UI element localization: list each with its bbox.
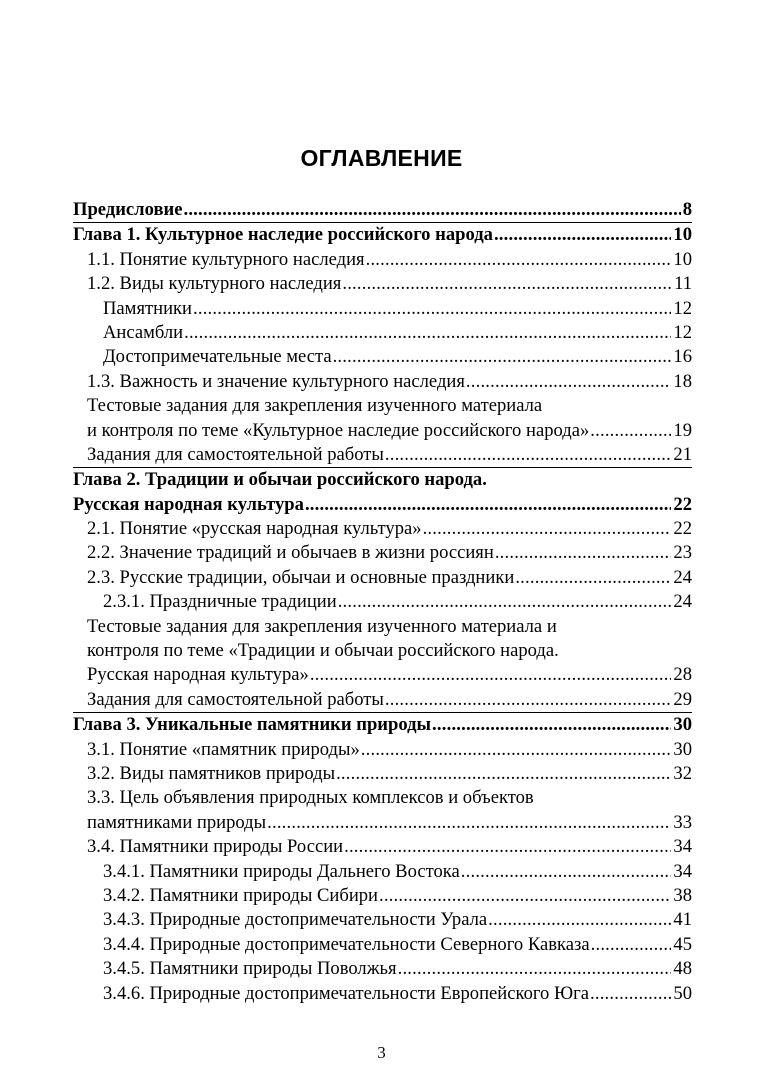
toc-entry-text: Памятники [103, 297, 193, 319]
toc-entry-page: 22 [673, 493, 692, 515]
toc-entry [73, 639, 692, 663]
toc-entry-page: 21 [673, 443, 692, 465]
leader-dots [305, 493, 671, 517]
toc-entry-page: 30 [673, 738, 692, 760]
toc-entry [73, 811, 692, 835]
toc-entry-page: 16 [673, 346, 692, 368]
toc-entry-page: 41 [673, 909, 692, 931]
toc-entry-text: Русская народная культура» [87, 664, 309, 686]
toc-entry [73, 272, 692, 296]
toc-entry-text: Задания для самостоятельной работы [87, 443, 384, 465]
toc-entry [73, 297, 692, 321]
leader-dots [267, 811, 671, 835]
leader-dots [488, 908, 671, 932]
leader-dots [366, 248, 672, 272]
toc-entry-text: контроля по теме «Традиции и обычаи российского народа. [87, 640, 559, 662]
toc-entry [73, 957, 692, 981]
toc-entry-page: 22 [673, 518, 692, 540]
toc-entry-text: 2.1. Понятие «русская народная культура» [87, 518, 422, 540]
toc-entry-page: 23 [673, 542, 692, 564]
toc-entry-text: и контроля по теме «Культурное наследие российского народа» [87, 419, 590, 441]
toc-entry [73, 933, 692, 957]
toc-entry-text: Достопримечательные места [103, 346, 332, 368]
toc-entry-chapter-2 [73, 468, 692, 492]
toc-entry-preface [73, 198, 692, 222]
toc-entry-text: 1.2. Виды культурного наследия [87, 273, 342, 295]
toc-entry-text: Ансамбли [103, 321, 184, 343]
toc-entry-page: 11 [674, 273, 692, 295]
toc-entry-text: Задания для самостоятельной работы [87, 688, 384, 710]
leader-dots [432, 713, 671, 737]
toc-entry-page: 34 [673, 860, 692, 882]
toc-entry-text: 3.4.6. Природные достопримечательности Европейского Юга [103, 982, 589, 1004]
toc-entry [73, 835, 692, 859]
page-title: ОГЛАВЛЕНИЕ [300, 145, 463, 171]
toc-entry-text: Глава 2. Традиции и обычаи российского народа. [73, 469, 487, 491]
toc-entry [73, 443, 692, 467]
toc-entry-text: 3.4.5. Памятники природы Поволжья [103, 958, 397, 980]
toc-entry-page: 19 [673, 419, 692, 441]
toc-entry [73, 590, 692, 614]
toc-entry [73, 394, 692, 418]
toc-entry-page: 12 [673, 321, 692, 343]
toc-entry-page: 8 [682, 199, 692, 220]
toc-entry [73, 321, 692, 345]
leader-dots [466, 370, 672, 394]
leader-dots [361, 738, 672, 762]
toc-entry-page: 30 [673, 714, 692, 736]
toc-entry [73, 370, 692, 394]
toc-entry-page: 29 [673, 688, 692, 710]
leader-dots [344, 835, 671, 859]
toc-entry-text: Глава 3. Уникальные памятники природы [73, 714, 432, 736]
toc-entry-text: 1.1. Понятие культурного наследия [87, 248, 365, 270]
leader-dots [515, 566, 671, 590]
toc-entry-text: 3.2. Виды памятников природы [87, 762, 336, 784]
toc-entry-chapter-3 [73, 713, 692, 737]
leader-dots [590, 982, 671, 1006]
toc-entry [73, 738, 692, 762]
toc-entry-text: 3.4. Памятники природы России [87, 836, 344, 858]
toc-entry-chapter-2 [73, 493, 692, 517]
leader-dots [385, 443, 672, 467]
table-of-contents [73, 198, 692, 1006]
toc-entry [73, 248, 692, 272]
toc-entry-text: 2.3. Русские традиции, обычаи и основные праздники [87, 566, 515, 588]
toc-entry-page: 38 [673, 884, 692, 906]
toc-entry-page: 28 [673, 664, 692, 686]
toc-entry [73, 860, 692, 884]
toc-entry [73, 908, 692, 932]
toc-entry [73, 663, 692, 687]
toc-entry [73, 615, 692, 639]
leader-dots [385, 688, 672, 712]
toc-entry-text: Тестовые задания для закрепления изученного материала [87, 395, 543, 417]
leader-dots [461, 860, 672, 884]
toc-entry [73, 786, 692, 810]
leader-dots [591, 933, 672, 957]
leader-dots [336, 762, 671, 786]
leader-dots [342, 272, 672, 296]
leader-dots [379, 884, 671, 908]
leader-dots [193, 297, 671, 321]
toc-entry-text: 3.4.3. Природные достопримечательности Урала [103, 909, 488, 931]
toc-entry-chapter-1 [73, 223, 692, 247]
toc-entry [73, 345, 692, 369]
toc-entry-page: 10 [673, 224, 692, 246]
toc-entry-page: 33 [673, 811, 692, 833]
toc-entry-text: Русская народная культура [73, 493, 304, 515]
toc-entry-text: Предисловие [73, 199, 183, 220]
leader-dots [495, 541, 672, 565]
toc-entry-text: 1.3. Важность и значение культурного наследия [87, 370, 465, 392]
toc-entry-page: 10 [673, 248, 692, 270]
toc-entry [73, 419, 692, 443]
toc-entry [73, 688, 692, 712]
leader-dots [184, 321, 671, 345]
toc-entry-text: 3.1. Понятие «памятник природы» [87, 738, 360, 760]
toc-entry-text: 2.3.1. Праздничные традиции [103, 591, 337, 613]
toc-entry-text: 3.4.4. Природные достопримечательности Северного Кавказа [103, 933, 590, 955]
toc-entry [73, 884, 692, 908]
leader-dots [310, 663, 672, 687]
leader-dots [423, 517, 672, 541]
toc-entry-page: 24 [673, 591, 692, 613]
toc-entry-text: 3.3. Цель объявления природных комплексов и объектов [87, 787, 534, 809]
toc-entry-page: 32 [673, 762, 692, 784]
leader-dots [338, 590, 672, 614]
leader-dots [494, 223, 671, 247]
toc-entry-text: 2.2. Значение традиций и обычаев в жизни россиян [87, 542, 494, 564]
toc-entry [73, 541, 692, 565]
toc-entry-page: 12 [673, 297, 692, 319]
toc-entry-page: 18 [673, 370, 692, 392]
toc-entry [73, 566, 692, 590]
leader-dots [183, 198, 680, 222]
toc-entry-text: 3.4.2. Памятники природы Сибири [103, 884, 379, 906]
toc-entry-page: 34 [673, 836, 692, 858]
toc-entry-text: Глава 1. Культурное наследие российского народа [73, 224, 493, 246]
toc-entry-page: 50 [673, 982, 692, 1004]
leader-dots [398, 957, 672, 981]
leader-dots [590, 419, 671, 443]
toc-entry-text: Тестовые задания для закрепления изученного материала и [87, 615, 557, 637]
toc-entry-page: 24 [673, 566, 692, 588]
toc-entry-page: 45 [673, 933, 692, 955]
toc-entry [73, 517, 692, 541]
toc-entry [73, 982, 692, 1006]
toc-entry-text: памятниками природы [87, 811, 267, 833]
toc-entry-page: 48 [673, 958, 692, 980]
page-number: 3 [377, 1043, 386, 1062]
toc-entry-text: 3.4.1. Памятники природы Дальнего Востока [103, 860, 460, 882]
leader-dots [333, 345, 672, 369]
toc-entry [73, 762, 692, 786]
